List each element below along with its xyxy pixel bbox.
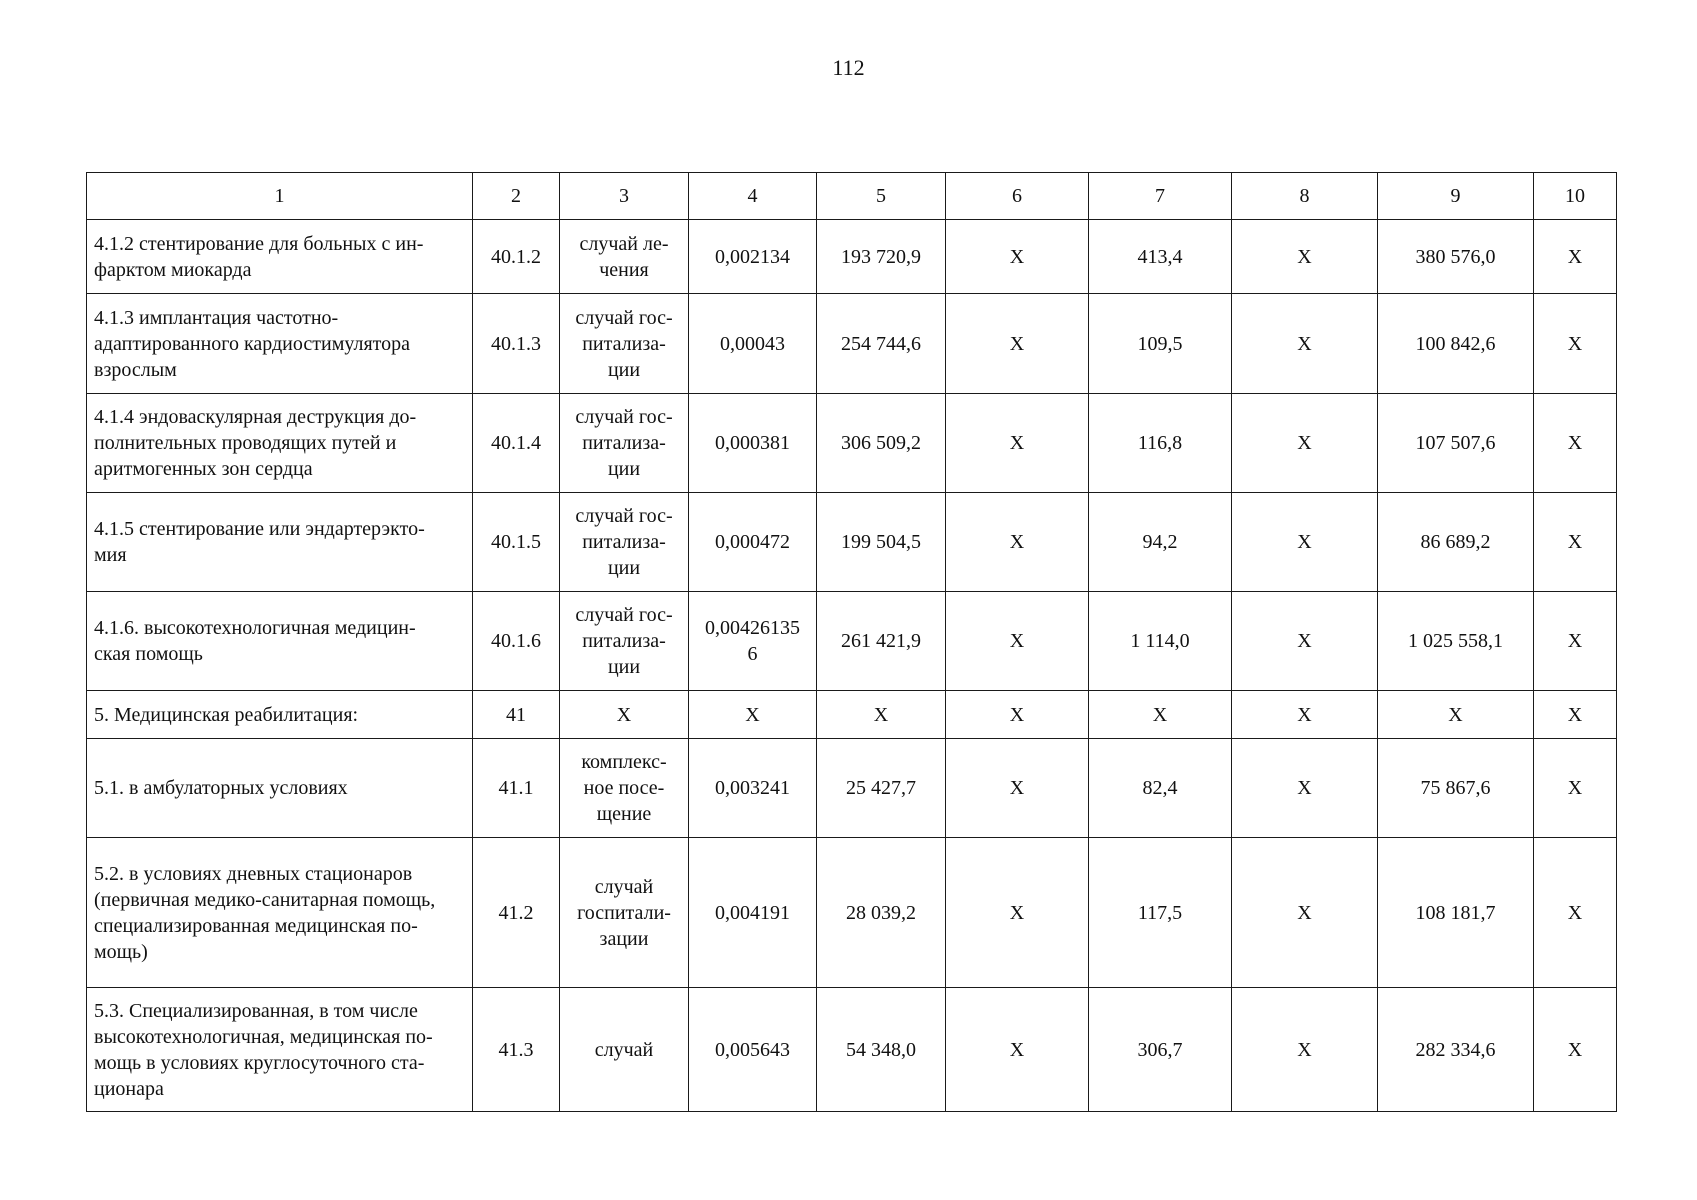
value-cell: Х bbox=[946, 988, 1089, 1112]
unit-line: госпитали- bbox=[577, 901, 671, 924]
unit-line: комплекс- bbox=[581, 751, 667, 773]
table-row bbox=[87, 838, 1617, 988]
value-cell: Х bbox=[1534, 592, 1617, 691]
unit-cell bbox=[560, 394, 689, 493]
table-row bbox=[87, 988, 1617, 1112]
value-cell: Х bbox=[1534, 493, 1617, 592]
table-row bbox=[87, 294, 1617, 394]
row-number-cell: 41.3 bbox=[473, 988, 560, 1112]
unit-line: зации bbox=[599, 927, 649, 950]
row-name-cell bbox=[87, 988, 473, 1112]
unit-line: Х bbox=[616, 703, 632, 726]
row-name-line: полнительных проводящих путей и bbox=[94, 432, 397, 454]
value-cell: Х bbox=[946, 294, 1089, 394]
column-header: 5 bbox=[817, 173, 946, 220]
row-name-line: мощь) bbox=[94, 940, 148, 963]
unit-cell bbox=[560, 493, 689, 592]
unit-cell bbox=[560, 691, 689, 739]
row-number-cell: 40.1.3 bbox=[473, 294, 560, 394]
unit-line: щение bbox=[596, 803, 652, 825]
value-cell: Х bbox=[946, 493, 1089, 592]
table-row bbox=[87, 493, 1617, 592]
value-cell: 261 421,9 bbox=[817, 592, 946, 691]
column-header: 7 bbox=[1089, 173, 1232, 220]
value-cell: 116,8 bbox=[1089, 394, 1232, 493]
value-cell: 0,002134 bbox=[689, 220, 817, 294]
value-cell: Х bbox=[1232, 988, 1378, 1112]
row-name-line: 4.1.3 имплантация частотно- bbox=[94, 306, 339, 329]
row-name-line: 5.2. в условиях дневных стационаров bbox=[94, 862, 413, 885]
row-name-cell bbox=[87, 493, 473, 592]
unit-line: питализа- bbox=[582, 531, 666, 553]
value-cell: 107 507,6 bbox=[1378, 394, 1534, 493]
table-row bbox=[87, 220, 1617, 294]
unit-cell bbox=[560, 988, 689, 1112]
value-cell: 108 181,7 bbox=[1378, 838, 1534, 988]
unit-line: случай гос- bbox=[575, 306, 673, 329]
value-cell: 199 504,5 bbox=[817, 493, 946, 592]
row-name-line: 5. Медицинская реабилитация: bbox=[94, 703, 359, 726]
value-cell: Х bbox=[1232, 739, 1378, 838]
row-number-cell: 40.1.6 bbox=[473, 592, 560, 691]
row-number-cell: 40.1.4 bbox=[473, 394, 560, 493]
unit-cell bbox=[560, 294, 689, 394]
column-header: 10 bbox=[1534, 173, 1617, 220]
value-cell: 54 348,0 bbox=[817, 988, 946, 1112]
unit-line: питализа- bbox=[582, 332, 666, 355]
table-row bbox=[87, 691, 1617, 739]
unit-cell bbox=[560, 220, 689, 294]
unit-line: питализа- bbox=[582, 432, 666, 454]
value-cell: 306,7 bbox=[1089, 988, 1232, 1112]
value-cell bbox=[689, 592, 817, 691]
unit-cell bbox=[560, 739, 689, 838]
value-cell: 380 576,0 bbox=[1378, 220, 1534, 294]
value-cell: Х bbox=[817, 691, 946, 739]
value-cell: Х bbox=[1534, 838, 1617, 988]
column-header: 8 bbox=[1232, 173, 1378, 220]
unit-line: ции bbox=[607, 358, 641, 381]
value-cell: Х bbox=[1534, 220, 1617, 294]
value-cell: 0,00043 bbox=[689, 294, 817, 394]
value-cell: 0,000381 bbox=[689, 394, 817, 493]
value-cell: 413,4 bbox=[1089, 220, 1232, 294]
value-cell: 193 720,9 bbox=[817, 220, 946, 294]
table-row bbox=[87, 739, 1617, 838]
value-cell: Х bbox=[946, 691, 1089, 739]
value-cell: 1 114,0 bbox=[1089, 592, 1232, 691]
value-cell: Х bbox=[1232, 592, 1378, 691]
value-cell: 0,004191 bbox=[689, 838, 817, 988]
column-header: 4 bbox=[689, 173, 817, 220]
value-cell: Х bbox=[1534, 739, 1617, 838]
value-cell: Х bbox=[1534, 988, 1617, 1112]
value-line: 6 bbox=[747, 643, 758, 665]
value-cell: Х bbox=[1089, 691, 1232, 739]
value-cell: Х bbox=[1232, 294, 1378, 394]
row-name-cell bbox=[87, 592, 473, 691]
row-name-cell bbox=[87, 838, 473, 988]
row-name-cell bbox=[87, 739, 473, 838]
value-cell: 117,5 bbox=[1089, 838, 1232, 988]
unit-line: случай гос- bbox=[575, 604, 673, 626]
value-cell: 306 509,2 bbox=[817, 394, 946, 493]
unit-line: чения bbox=[599, 258, 649, 281]
value-cell: Х bbox=[1232, 493, 1378, 592]
value-cell: 0,000472 bbox=[689, 493, 817, 592]
row-number-cell: 40.1.2 bbox=[473, 220, 560, 294]
value-cell: 254 744,6 bbox=[817, 294, 946, 394]
row-name-line: ционара bbox=[94, 1077, 164, 1100]
row-name-line: 4.1.6. высокотехнологичная медицин- bbox=[94, 617, 416, 639]
column-header: 9 bbox=[1378, 173, 1534, 220]
value-cell: Х bbox=[1232, 220, 1378, 294]
unit-line: питализа- bbox=[582, 630, 666, 652]
row-name-line: 5.1. в амбулаторных условиях bbox=[94, 777, 348, 799]
data-table bbox=[86, 172, 1617, 1112]
row-name-line: специализированная медицинская по- bbox=[94, 914, 418, 937]
value-line: 0,00426135 bbox=[705, 617, 800, 639]
row-number-cell: 41 bbox=[473, 691, 560, 739]
value-cell: Х bbox=[946, 739, 1089, 838]
page-number: 112 bbox=[832, 55, 865, 80]
value-cell: Х bbox=[1534, 691, 1617, 739]
unit-line: случай ле- bbox=[579, 232, 669, 255]
row-name-line: (первичная медико-санитарная помощь, bbox=[94, 888, 436, 911]
value-cell: Х bbox=[946, 592, 1089, 691]
value-cell: 0,005643 bbox=[689, 988, 817, 1112]
column-header: 1 bbox=[87, 173, 473, 220]
row-name-line: 4.1.5 стентирование или эндартерэкто- bbox=[94, 518, 425, 540]
row-name-line: мощь в условиях круглосуточного ста- bbox=[94, 1051, 425, 1074]
row-name-line: высокотехнологичная, медицинская по- bbox=[94, 1025, 433, 1048]
value-cell: 86 689,2 bbox=[1378, 493, 1534, 592]
row-name-line: фарктом миокарда bbox=[94, 258, 252, 281]
value-cell: Х bbox=[1232, 394, 1378, 493]
value-cell: Х bbox=[946, 220, 1089, 294]
row-name-cell bbox=[87, 220, 473, 294]
value-cell: Х bbox=[1232, 691, 1378, 739]
header-row bbox=[87, 173, 1617, 220]
value-cell: 100 842,6 bbox=[1378, 294, 1534, 394]
value-cell: 94,2 bbox=[1089, 493, 1232, 592]
column-header: 2 bbox=[473, 173, 560, 220]
value-cell: 28 039,2 bbox=[817, 838, 946, 988]
unit-line: ное посе- bbox=[583, 777, 665, 799]
value-cell: Х bbox=[946, 838, 1089, 988]
unit-line: ции bbox=[607, 557, 641, 579]
row-name-cell bbox=[87, 394, 473, 493]
table-row bbox=[87, 592, 1617, 691]
value-cell: Х bbox=[689, 691, 817, 739]
value-cell: 25 427,7 bbox=[817, 739, 946, 838]
value-cell: Х bbox=[1534, 394, 1617, 493]
row-name-line: 5.3. Специализированная, в том числе bbox=[94, 999, 418, 1022]
row-name-line: 4.1.4 эндоваскулярная деструкция до- bbox=[94, 406, 417, 428]
unit-line: случай гос- bbox=[575, 406, 673, 428]
column-header: 3 bbox=[560, 173, 689, 220]
value-cell: Х bbox=[1232, 838, 1378, 988]
row-number-cell: 41.1 bbox=[473, 739, 560, 838]
unit-cell bbox=[560, 592, 689, 691]
unit-line: ции bbox=[607, 656, 641, 678]
value-cell: Х bbox=[1534, 294, 1617, 394]
unit-line: случай bbox=[594, 875, 654, 898]
row-name-cell bbox=[87, 691, 473, 739]
value-cell: Х bbox=[946, 394, 1089, 493]
row-name-line: аритмогенных зон сердца bbox=[94, 458, 313, 480]
table-row bbox=[87, 394, 1617, 493]
value-cell: 0,003241 bbox=[689, 739, 817, 838]
unit-cell bbox=[560, 838, 689, 988]
row-name-line: адаптированного кардиостимулятора bbox=[94, 332, 411, 355]
value-cell: 282 334,6 bbox=[1378, 988, 1534, 1112]
value-cell: 82,4 bbox=[1089, 739, 1232, 838]
row-name-line: ская помощь bbox=[94, 643, 203, 665]
row-name-cell bbox=[87, 294, 473, 394]
row-number-cell: 40.1.5 bbox=[473, 493, 560, 592]
unit-line: ции bbox=[607, 458, 641, 480]
row-number-cell: 41.2 bbox=[473, 838, 560, 988]
unit-line: случай гос- bbox=[575, 505, 673, 527]
value-cell: 109,5 bbox=[1089, 294, 1232, 394]
value-cell: 1 025 558,1 bbox=[1378, 592, 1534, 691]
row-name-line: взрослым bbox=[94, 358, 177, 381]
row-name-line: 4.1.2 стентирование для больных с ин- bbox=[94, 232, 424, 255]
value-cell: Х bbox=[1378, 691, 1534, 739]
column-header: 6 bbox=[946, 173, 1089, 220]
unit-line: случай bbox=[594, 1038, 654, 1061]
value-cell: 75 867,6 bbox=[1378, 739, 1534, 838]
row-name-line: мия bbox=[94, 544, 127, 566]
